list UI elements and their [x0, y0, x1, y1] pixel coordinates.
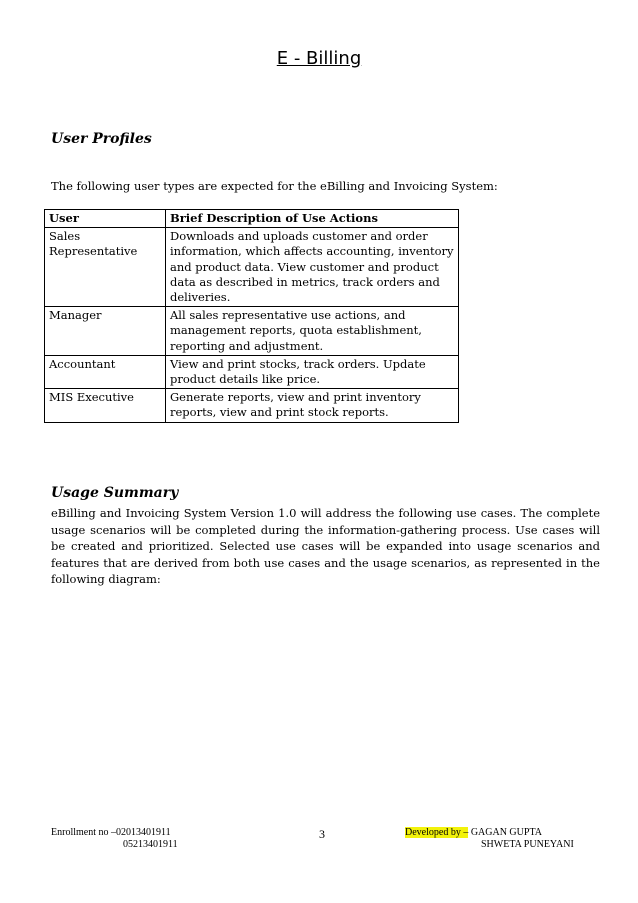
table-cell-user: Sales Representative — [45, 228, 166, 307]
developer-name-1: GAGAN GUPTA — [470, 827, 542, 838]
table-row — [45, 355, 459, 388]
page-title — [0, 48, 638, 69]
table-header-row — [45, 210, 459, 228]
table-cell-description: View and print stocks, track orders. Update product details like price. — [166, 355, 459, 388]
usage-summary-text: eBilling and Invoicing System Version 1.0 will address the following use cases. The complete usage scenarios will be completed during the information-gathering process. Use cases will be created and prioritized. Selected use cases will be expanded into usage scenarios and features that are derived from both use cases and the usage scenarios, as represented in the following diagram: — [51, 506, 600, 586]
table-row — [45, 228, 459, 307]
table-row — [45, 389, 459, 422]
enrollment-number-2: 05213401911 — [123, 839, 178, 850]
footer-developers — [405, 827, 574, 851]
intro-text: The following user types are expected for the eBilling and Invoicing System: — [51, 179, 498, 193]
page-title-text: E - Billing — [276, 48, 362, 69]
page-number: 3 — [319, 827, 325, 841]
user-profiles-table — [44, 209, 459, 423]
developed-by-label: Developed by – — [405, 827, 469, 838]
developer-name-2: SHWETA PUNEYANI — [481, 839, 574, 850]
table-row — [45, 307, 459, 356]
section-heading-user-profiles: User Profiles — [51, 131, 152, 147]
section-heading-usage-summary: Usage Summary — [51, 485, 179, 501]
table-cell-user: Accountant — [45, 355, 166, 388]
table-cell-description: Downloads and uploads customer and order information, which affects accounting, inventory and product data. View customer and product data as described in metrics, track orders and deliveries. — [166, 228, 459, 307]
table-cell-user: MIS Executive — [45, 389, 166, 422]
table-cell-description: All sales representative use actions, and management reports, quota establishment, reporting and adjustment. — [166, 307, 459, 356]
enrollment-label: Enrollment no – — [51, 827, 116, 838]
table-cell-user: Manager — [45, 307, 166, 356]
table-header-description: Brief Description of Use Actions — [166, 210, 459, 228]
table-cell-description: Generate reports, view and print inventory reports, view and print stock reports. — [166, 389, 459, 422]
footer-enrollment — [51, 827, 178, 851]
enrollment-number-1: 02013401911 — [116, 827, 171, 838]
table-header-user: User — [45, 210, 166, 228]
